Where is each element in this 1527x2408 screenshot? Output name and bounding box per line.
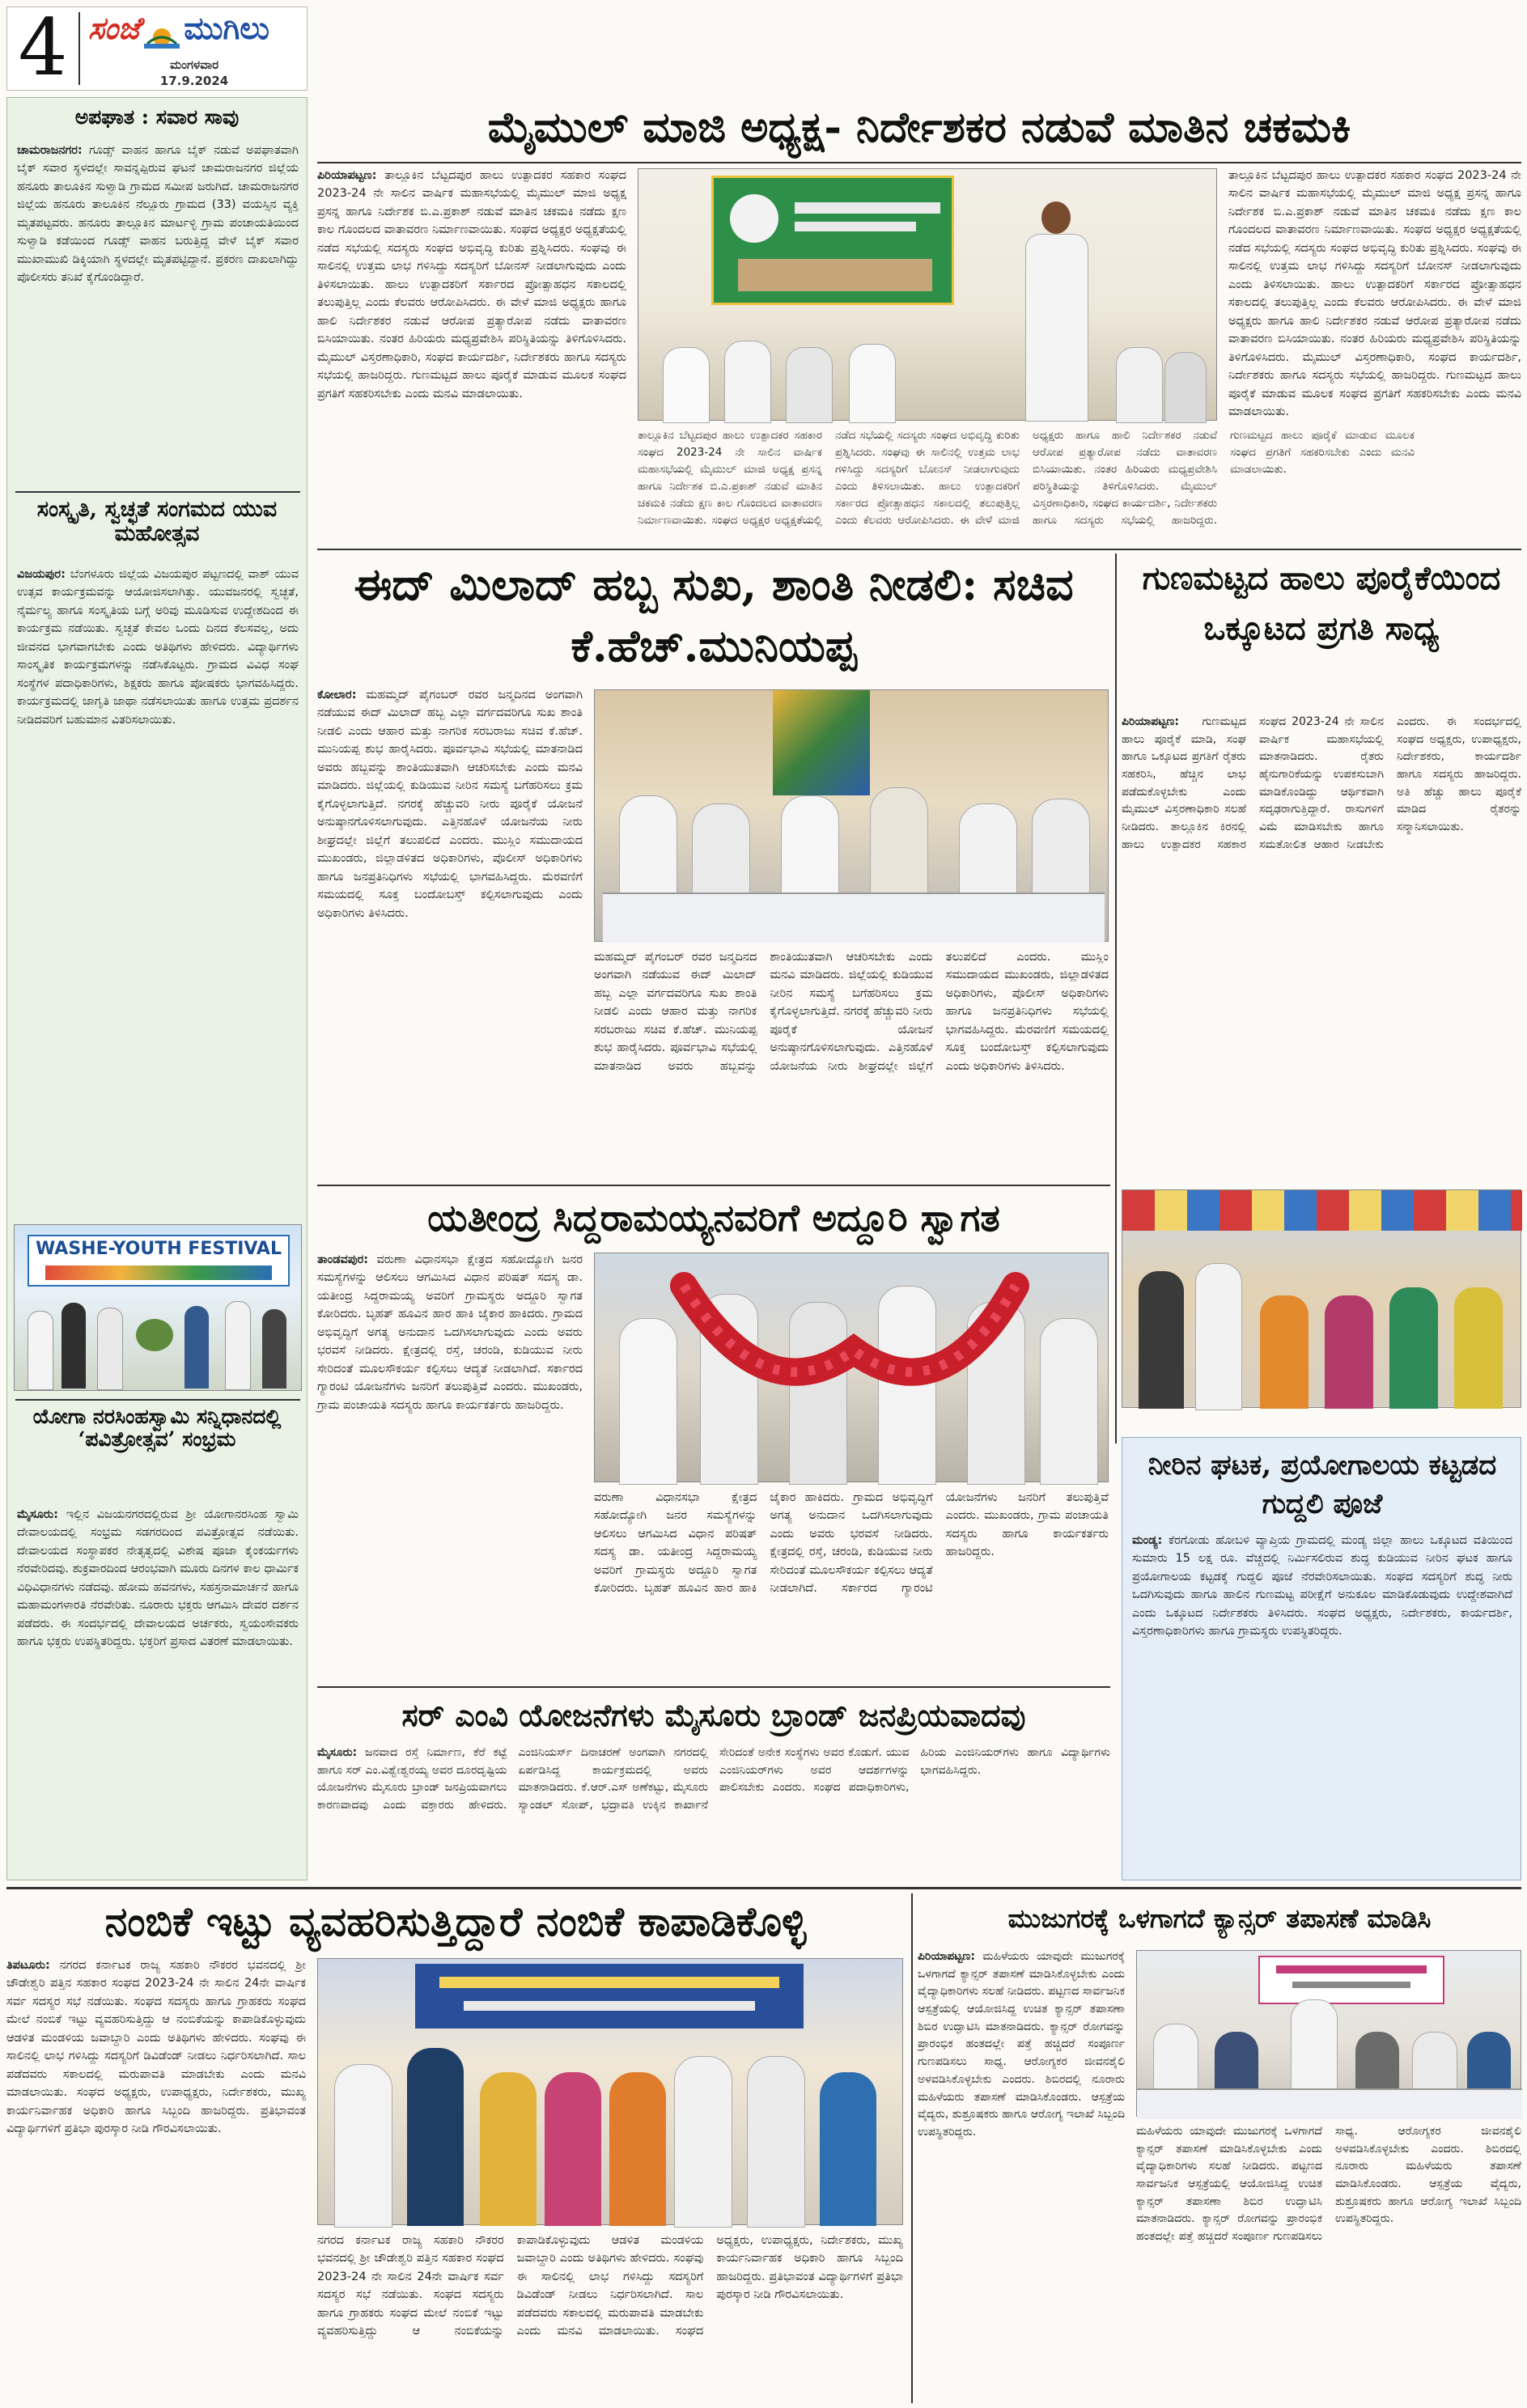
lead-text-bottom: ತಾಲ್ಲೂಕಿನ ಬೆಟ್ಟದಪುರ ಹಾಲು ಉತ್ಪಾದಕರ ಸಹಕಾರ ಸಂಘದ 2023-24 ನೇ ಸಾಲಿನ ವಾರ್ಷಿಕ ಮಹಾಸಭೆಯಲ್ಲಿ ಮೈಮುಲ್ ಮಾಜಿ ಅಧ್ಯಕ್ಷ ಪ್ರಸನ್ನ ಹಾಗೂ ನಿರ್ದೇಶಕ ಬಿ.ಎ.ಪ್ರಕಾಶ್ ನಡುವೆ ಮಾತಿನ ಚಕಮಕಿ ನಡೆದು ಕ್ಷಣ ಕಾಲ ಗೊಂದಲದ ವಾತಾವರಣ ನಿರ್ಮಾಣವಾಯಿತು. ಸಂಘದ ಅಧ್ಯಕ್ಷರ ಅಧ್ಯಕ್ಷತೆಯಲ್ಲಿ ನಡೆದ ಸಭೆಯಲ್ಲಿ ಸದಸ್ಯರು ಸಂಘದ ಅಭಿವೃದ್ಧಿ ಕುರಿತು ಪ್ರಶ್ನಿಸಿದರು. ಸಂಘವು ಈ ಸಾಲಿನಲ್ಲಿ ಉತ್ತಮ ಲಾಭ ಗಳಿಸಿದ್ದು ಸದಸ್ಯರಿಗೆ ಬೋನಸ್ ನೀಡಲಾಗುವುದು ಎಂದು ತಿಳಿಸಲಾಯಿತು. ಹಾಲು ಉತ್ಪಾದಕರಿಗೆ ಸರ್ಕಾರದ ಪ್ರೋತ್ಸಾಹಧನ ಸಕಾಲದಲ್ಲಿ ತಲುಪುತ್ತಿಲ್ಲ ಎಂದು ಕೆಲವರು ಆರೋಪಿಸಿದರು. ಈ ವೇಳೆ ಮಾಜಿ ಅಧ್ಯಕ್ಷರು ಹಾಗೂ ಹಾಲಿ ನಿರ್ದೇಶಕರ ನಡುವೆ ಆರೋಪ ಪ್ರತ್ಯಾರೋಪ ನಡೆದು ವಾತಾವರಣ ಬಿಸಿಯಾಯಿತು. ನಂತರ ಹಿರಿಯರು ಮಧ್ಯಪ್ರವೇಶಿಸಿ ಪರಿಸ್ಥಿತಿಯನ್ನು ತಿಳಿಗೊಳಿಸಿದರು. ಮೈಮುಲ್ ವಿಸ್ತರಣಾಧಿಕಾರಿ, ಸಂಘದ ಕಾರ್ಯದರ್ಶಿ, ನಿರ್ದೇಶಕರು ಹಾಗೂ ಸದಸ್ಯರು ಸಭೆಯಲ್ಲಿ ಹಾಜರಿದ್ದರು. ಗುಣಮಟ್ಟದ ಹಾಲು ಪೂರೈಕೆ ಮಾಡುವ ಮೂಲಕ ಸಂಘದ ಪ್ರಗತಿಗೆ ಸಹಕರಿಸಬೇಕು ಎಂದು ಮನವಿ ಮಾಡಲಾಯಿತು. bbox=[638, 429, 1415, 527]
trust-col-left bbox=[6, 1956, 306, 2402]
trust-headline: ನಂಬಿಕೆ ಇಟ್ಟು ವ್ಯವಹರಿಸುತ್ತಿದ್ದಾರೆ ನಂಬಿಕೆ ಕಾಪಾಡಿಕೊಳ್ಳಿ bbox=[104, 1897, 807, 1945]
divider bbox=[317, 1185, 1110, 1186]
eid-text: ಮಹಮ್ಮದ್ ಪೈಗಂಬರ್ ರವರ ಜನ್ಮದಿನದ ಅಂಗವಾಗಿ ನಡೆಯುವ ಈದ್ ಮಿಲಾದ್ ಹಬ್ಬ ಎಲ್ಲಾ ವರ್ಗದವರಿಗೂ ಸುಖ ಶಾಂತಿ ನೀಡಲಿ ಎಂದು ಆಹಾರ ಮತ್ತು ನಾಗರಿಕ ಸರಬರಾಜು ಸಚಿವ ಕೆ.ಹೆಚ್. ಮುನಿಯಪ್ಪ ಶುಭ ಹಾರೈಸಿದರು. ಪೂರ್ವಭಾವಿ ಸಭೆಯಲ್ಲಿ ಮಾತನಾಡಿದ ಅವರು ಹಬ್ಬವನ್ನು ಶಾಂತಿಯುತವಾಗಿ ಆಚರಿಸಬೇಕು ಎಂದು ಮನವಿ ಮಾಡಿದರು. ಜಿಲ್ಲೆಯಲ್ಲಿ ಕುಡಿಯುವ ನೀರಿನ ಸಮಸ್ಯೆ ಬಗೆಹರಿಸಲು ಕ್ರಮ ಕೈಗೊಳ್ಳಲಾಗುತ್ತಿದೆ. ನಗರಕ್ಕೆ ಹೆಚ್ಚುವರಿ ನೀರು ಪೂರೈಕೆ ಯೋಜನೆ ಅನುಷ್ಠಾನಗೊಳಿಸಲಾಗುವುದು. ಎತ್ತಿನಹೊಳೆ ಯೋಜನೆಯ ನೀರು ಶೀಘ್ರದಲ್ಲೇ ಜಿಲ್ಲೆಗೆ ತಲುಪಲಿದೆ ಎಂದರು. ಮುಸ್ಲಿಂ ಸಮುದಾಯದ ಮುಖಂಡರು, ಜಿಲ್ಲಾಡಳಿತದ ಅಧಿಕಾರಿಗಳು, ಪೊಲೀಸ್ ಅಧಿಕಾರಿಗಳು ಹಾಗೂ ಜನಪ್ರತಿನಿಧಿಗಳು ಸಭೆಯಲ್ಲಿ ಭಾಗವಹಿಸಿದ್ದರು. ಮೆರವಣಿಗೆ ಸಮಯದಲ್ಲಿ ಸೂಕ್ತ ಬಂದೋಬಸ್ತ್ ಕಲ್ಪಿಸಲಾಗುವುದು ಎಂದು ಅಧಿಕಾರಿಗಳು ತಿಳಿಸಿದರು. bbox=[317, 689, 583, 920]
health-banner bbox=[1258, 1956, 1444, 2004]
water-dateline: ಮಂಡ್ಯ: bbox=[1132, 1534, 1163, 1547]
lead-col-right bbox=[1228, 167, 1521, 544]
seated-dignitaries bbox=[603, 779, 1105, 941]
seated-guests bbox=[647, 328, 1213, 422]
yoga-narasimha-dateline: ಮೈಸೂರು: bbox=[17, 1508, 58, 1521]
youth-festival-photo bbox=[14, 1224, 302, 1391]
cancer-event-people bbox=[1137, 1999, 1522, 2118]
cancer-col-left bbox=[918, 1948, 1125, 2402]
milk-headline: ಗುಣಮಟ್ಟದ ಹಾಲು ಪೂರೈಕೆಯಿಂದ ಒಕ್ಕೂಟದ ಪ್ರಗತಿ ಸಾಧ್ಯ bbox=[1142, 559, 1501, 647]
youth-festival-text: ಬೆಂಗಳೂರು ಜಿಲ್ಲೆಯ ವಿಜಯಪುರ ಪಟ್ಟಣದಲ್ಲಿ ವಾಶ್ ಯುವ ಉತ್ಸವ ಕಾರ್ಯಕ್ರಮವನ್ನು ಆಯೋಜಿಸಲಾಗಿತ್ತು. ಯುವಜನರಲ್ಲಿ ಸ್ವಚ್ಛತೆ, ನೈರ್ಮಲ್ಯ ಹಾಗೂ ಸಂಸ್ಕೃತಿಯ ಬಗ್ಗೆ ಅರಿವು ಮೂಡಿಸುವ ಉದ್ದೇಶದಿಂದ ಈ ಕಾರ್ಯಕ್ರಮ ನಡೆಯಿತು. ಸ್ವಚ್ಛತೆ ಕೇವಲ ಒಂದು ದಿನದ ಕೆಲಸವಲ್ಲ, ಅದು ಜೀವನದ ಭಾಗವಾಗಬೇಕು ಎಂದು ಅತಿಥಿಗಳು ಹೇಳಿದರು. ವಿದ್ಯಾರ್ಥಿಗಳು ಸಾಂಸ್ಕೃತಿಕ ಕಾರ್ಯಕ್ರಮಗಳನ್ನು ನಡೆಸಿಕೊಟ್ಟರು. ಗ್ರಾಮದ ವಿವಿಧ ಸಂಘ ಸಂಸ್ಥೆಗಳ ಪದಾಧಿಕಾರಿಗಳು, ಶಿಕ್ಷಕರು ಹಾಗೂ ಪೋಷಕರು ಭಾಗವಹಿಸಿದ್ದರು. ಕಾರ್ಯಕ್ರಮದಲ್ಲಿ ಜಾಗೃತಿ ಜಾಥಾ ನಡೆಸಲಾಯಿತು ಹಾಗೂ ಉತ್ತಮ ಪ್ರದರ್ಶನ ನೀಡಿದವರಿಗೆ ಬಹುಮಾನ ವಿತರಿಸಲಾಯಿತು. bbox=[17, 568, 299, 727]
cancer-photo bbox=[1136, 1950, 1521, 2117]
lead-text: ತಾಲ್ಲೂಕಿನ ಬೆಟ್ಟದಪುರ ಹಾಲು ಉತ್ಪಾದಕರ ಸಹಕಾರ ಸಂಘದ 2023-24 ನೇ ಸಾಲಿನ ವಾರ್ಷಿಕ ಮಹಾಸಭೆಯಲ್ಲಿ ಮೈಮುಲ್ ಮಾಜಿ ಅಧ್ಯಕ್ಷ ಪ್ರಸನ್ನ ಹಾಗೂ ನಿರ್ದೇಶಕ ಬಿ.ಎ.ಪ್ರಕಾಶ್ ನಡುವೆ ಮಾತಿನ ಚಕಮಕಿ ನಡೆದು ಕ್ಷಣ ಕಾಲ ಗೊಂದಲದ ವಾತಾವರಣ ನಿರ್ಮಾಣವಾಯಿತು. ಸಂಘದ ಅಧ್ಯಕ್ಷರ ಅಧ್ಯಕ್ಷತೆಯಲ್ಲಿ ನಡೆದ ಸಭೆಯಲ್ಲಿ ಸದಸ್ಯರು ಸಂಘದ ಅಭಿವೃದ್ಧಿ ಕುರಿತು ಪ್ರಶ್ನಿಸಿದರು. ಸಂಘವು ಈ ಸಾಲಿನಲ್ಲಿ ಉತ್ತಮ ಲಾಭ ಗಳಿಸಿದ್ದು ಸದಸ್ಯರಿಗೆ ಬೋನಸ್ ನೀಡಲಾಗುವುದು ಎಂದು ತಿಳಿಸಲಾಯಿತು. ಹಾಲು ಉತ್ಪಾದಕರಿಗೆ ಸರ್ಕಾರದ ಪ್ರೋತ್ಸಾಹಧನ ಸಕಾಲದಲ್ಲಿ ತಲುಪುತ್ತಿಲ್ಲ ಎಂದು ಕೆಲವರು ಆರೋಪಿಸಿದರು. ಈ ವೇಳೆ ಮಾಜಿ ಅಧ್ಯಕ್ಷರು ಹಾಗೂ ಹಾಲಿ ನಿರ್ದೇಶಕರ ನಡುವೆ ಆರೋಪ ಪ್ರತ್ಯಾರೋಪ ನಡೆದು ವಾತಾವರಣ ಬಿಸಿಯಾಯಿತು. ನಂತರ ಹಿರಿಯರು ಮಧ್ಯಪ್ರವೇಶಿಸಿ ಪರಿಸ್ಥಿತಿಯನ್ನು ತಿಳಿಗೊಳಿಸಿದರು. ಮೈಮುಲ್ ವಿಸ್ತರಣಾಧಿಕಾರಿ, ಸಂಘದ ಕಾರ್ಯದರ್ಶಿ, ನಿರ್ದೇಶಕರು ಹಾಗೂ ಸದಸ್ಯರು ಸಭೆಯಲ್ಲಿ ಹಾಜರಿದ್ದರು. ಗುಣಮಟ್ಟದ ಹಾಲು ಪೂರೈಕೆ ಮಾಡುವ ಮೂಲಕ ಸಂಘದ ಪ್ರಗತಿಗೆ ಸಹಕರಿಸಬೇಕು ಎಂದು ಮನವಿ ಮಾಡಲಾಯಿತು. bbox=[317, 169, 626, 401]
youth-festival-body bbox=[17, 566, 299, 1326]
mvi-body bbox=[317, 1745, 1110, 1879]
brand-second: ಮುಗಿಲು bbox=[184, 11, 269, 46]
left-column bbox=[6, 97, 308, 1880]
eid-headline: ಈದ್ ಮಿಲಾದ್ ಹಬ್ಬ ಸುಖ, ಶಾಂತಿ ನೀಡಲಿ: ಸಚಿವ ಕೆ.ಹೆಚ್.ಮುನಿಯಪ್ಪ bbox=[354, 558, 1074, 672]
mvi-text: ಜನವಾದ ರಸ್ತೆ ನಿರ್ಮಾಣ, ಕೆರೆ ಕಟ್ಟೆ ಹಾಗೂ ಸರ್ ಎಂ.ವಿಶ್ವೇಶ್ವರಯ್ಯ ಅವರ ದೂರದೃಷ್ಟಿಯ ಯೋಜನೆಗಳು ಮೈಸೂರು ಬ್ರಾಂಡ್ ಜನಪ್ರಿಯವಾಗಲು ಕಾರಣವಾದವು ಎಂದು ವಕ್ತಾರರು ಹೇಳಿದರು. ಎಂಜಿನಿಯರ್ಸ್ ದಿನಾಚರಣೆ ಅಂಗವಾಗಿ ನಗರದಲ್ಲಿ ಏರ್ಪಡಿಸಿದ್ದ ಕಾರ್ಯಕ್ರಮದಲ್ಲಿ ಅವರು ಮಾತನಾಡಿದರು. ಕೆ.ಆರ್.ಎಸ್ ಅಣೆಕಟ್ಟು, ಮೈಸೂರು ಸ್ಯಾಂಡಲ್ ಸೋಪ್, ಭದ್ರಾವತಿ ಉಕ್ಕಿನ ಕಾರ್ಖಾನೆ ಸೇರಿದಂತೆ ಅನೇಕ ಸಂಸ್ಥೆಗಳು ಅವರ ಕೊಡುಗೆ. ಯುವ ಎಂಜಿನಿಯರ್‌ಗಳು ಅವರ ಆದರ್ಶಗಳನ್ನು ಪಾಲಿಸಬೇಕು ಎಂದರು. ಸಂಘದ ಪದಾಧಿಕಾರಿಗಳು, ಹಿರಿಯ ಎಂಜಿನಿಯರ್‌ಗಳು ಹಾಗೂ ವಿದ್ಯಾರ್ಥಿಗಳು ಭಾಗವಹಿಸಿದ್ದರು. bbox=[317, 1746, 1110, 1812]
lead-headline: ಮೈಮುಲ್ ಮಾಜಿ ಅಧ್ಯಕ್ಷ- ನಿರ್ದೇಶಕರ ನಡುವೆ ಮಾತಿನ ಚಕಮಕಿ bbox=[487, 103, 1351, 152]
people-figures bbox=[23, 1295, 295, 1390]
cancer-col-bottom bbox=[1136, 2123, 1521, 2402]
garland-icon bbox=[595, 1253, 1109, 1483]
accident-body bbox=[17, 142, 299, 486]
trust-col-bottom bbox=[317, 2232, 903, 2402]
water-headline: ನೀರಿನ ಘಟಕ, ಪ್ರಯೋಗಾಲಯ ಕಟ್ಟಡದ ಗುದ್ದಲಿ ಪೂಜೆ bbox=[1147, 1449, 1497, 1520]
accident-dateline: ಚಾಮರಾಜನಗರ: bbox=[17, 144, 83, 157]
yathindra-col-left bbox=[317, 1251, 583, 1680]
trust-text: ನಗರದ ಕರ್ನಾಟಕ ರಾಜ್ಯ ಸಹಕಾರಿ ನೌಕರರ ಭವನದಲ್ಲಿ ಶ್ರೀ ಚೌಡೇಶ್ವರಿ ಪತ್ತಿನ ಸಹಕಾರ ಸಂಘದ 2023-24 ನೇ ಸಾಲಿನ 24ನೇ ವಾರ್ಷಿಕ ಸರ್ವ ಸದಸ್ಯರ ಸಭೆ ನಡೆಯಿತು. ಸಂಘದ ಸದಸ್ಯರು ಹಾಗೂ ಗ್ರಾಹಕರು ಸಂಘದ ಮೇಲೆ ನಂಬಿಕೆ ಇಟ್ಟು ವ್ಯವಹರಿಸುತ್ತಿದ್ದು ಆ ನಂಬಿಕೆಯನ್ನು ಕಾಪಾಡಿಕೊಳ್ಳುವುದು ಆಡಳಿತ ಮಂಡಳಿಯ ಜವಾಬ್ದಾರಿ ಎಂದು ಅತಿಥಿಗಳು ಹೇಳಿದರು. ಸಂಘವು ಈ ಸಾಲಿನಲ್ಲಿ ಲಾಭ ಗಳಿಸಿದ್ದು ಸದಸ್ಯರಿಗೆ ಡಿವಿಡೆಂಡ್ ನೀಡಲು ನಿರ್ಧರಿಸಲಾಗಿದೆ. ಸಾಲ ಪಡೆದವರು ಸಕಾಲದಲ್ಲಿ ಮರುಪಾವತಿ ಮಾಡಬೇಕು ಎಂದು ಮನವಿ ಮಾಡಲಾಯಿತು. ಸಂಘದ ಅಧ್ಯಕ್ಷರು, ಉಪಾಧ್ಯಕ್ಷರು, ನಿರ್ದೇಶಕರು, ಮುಖ್ಯ ಕಾರ್ಯನಿರ್ವಾಹಕ ಅಧಿಕಾರಿ ಹಾಗೂ ಸಿಬ್ಬಂದಿ ಹಾಜರಿದ್ದರು. ಪ್ರತಿಭಾವಂತ ವಿದ್ಯಾರ್ಥಿಗಳಿಗೆ ಪ್ರತಿಭಾ ಪುರಸ್ಕಾರ ನೀಡಿ ಗೌರವಿಸಲಾಯಿತು. bbox=[6, 1959, 306, 2136]
mvi-dateline: ಮೈಸೂರು: bbox=[317, 1746, 358, 1759]
lead-col-bottom bbox=[638, 427, 1415, 544]
yathindra-col-bottom bbox=[594, 1489, 1109, 1680]
water-story-box bbox=[1122, 1437, 1521, 1880]
yathindra-dateline: ತಾಂಡವಪುರ: bbox=[317, 1253, 369, 1266]
trust-dateline: ತಿಪಟೂರು: bbox=[6, 1959, 50, 1972]
water-text: ಕೆರಗೋಡು ಹೋಬಳಿ ವ್ಯಾಪ್ತಿಯ ಗ್ರಾಮದಲ್ಲಿ ಮಂಡ್ಯ ಜಿಲ್ಲಾ ಹಾಲು ಒಕ್ಕೂಟದ ವತಿಯಿಂದ ಸುಮಾರು 15 ಲಕ್ಷ ರೂ. ವೆಚ್ಚದಲ್ಲಿ ನಿರ್ಮಿಸಲಿರುವ ಶುದ್ಧ ಕುಡಿಯುವ ನೀರಿನ ಘಟಕ ಹಾಗೂ ಪ್ರಯೋಗಾಲಯ ಕಟ್ಟಡಕ್ಕೆ ಗುದ್ದಲಿ ಪೂಜೆ ನೆರವೇರಿಸಲಾಯಿತು. ಸಂಘದ ಸದಸ್ಯರಿಗೆ ಶುದ್ಧ ನೀರು ಒದಗಿಸುವುದು ಹಾಗೂ ಹಾಲಿನ ಗುಣಮಟ್ಟ ಪರೀಕ್ಷೆಗೆ ಅನುಕೂಲ ಮಾಡಿಕೊಡುವುದು ಉದ್ದೇಶವಾಗಿದೆ ಎಂದು ಒಕ್ಕೂಟದ ನಿರ್ದೇಶಕರು ತಿಳಿಸಿದರು. ಸಂಘದ ಅಧ್ಯಕ್ಷರು, ನಿರ್ದೇಶಕರು, ಕಾರ್ಯದರ್ಶಿ, ವಿಸ್ತರಣಾಧಿಕಾರಿಗಳು ಹಾಗೂ ಗ್ರಾಮಸ್ಥರು ಉಪಸ್ಥಿತರಿದ್ದರು. bbox=[1132, 1534, 1512, 1639]
page-number: 4 bbox=[18, 2, 68, 93]
yathindra-text-continued: ವರುಣಾ ವಿಧಾನಸಭಾ ಕ್ಷೇತ್ರದ ಸಹೋದ್ಯೋಗಿ ಜನರ ಸಮಸ್ಯೆಗಳನ್ನು ಆಲಿಸಲು ಆಗಮಿಸಿದ ವಿಧಾನ ಪರಿಷತ್ ಸದಸ್ಯ ಡಾ. ಯತೀಂದ್ರ ಸಿದ್ದರಾಮಯ್ಯ ಅವರಿಗೆ ಗ್ರಾಮಸ್ಥರು ಅದ್ದೂರಿ ಸ್ವಾಗತ ಕೋರಿದರು. ಬೃಹತ್ ಹೂವಿನ ಹಾರ ಹಾಕಿ ಜೈಕಾರ ಹಾಕಿದರು. ಗ್ರಾಮದ ಅಭಿವೃದ್ಧಿಗೆ ಅಗತ್ಯ ಅನುದಾನ ಒದಗಿಸಲಾಗುವುದು ಎಂದು ಅವರು ಭರವಸೆ ನೀಡಿದರು. ಕ್ಷೇತ್ರದಲ್ಲಿ ರಸ್ತೆ, ಚರಂಡಿ, ಕುಡಿಯುವ ನೀರು ಸೇರಿದಂತೆ ಮೂಲಸೌಕರ್ಯ ಕಲ್ಪಿಸಲು ಆದ್ಯತೆ ನೀಡಲಾಗಿದೆ. ಸರ್ಕಾರದ ಗ್ಯಾರಂಟಿ ಯೋಜನೆಗಳು ಜನರಿಗೆ ತಲುಪುತ್ತಿವೆ ಎಂದರು. ಮುಖಂಡರು, ಗ್ರಾಮ ಪಂಚಾಯತಿ ಸದಸ್ಯರು ಹಾಗೂ ಕಾರ್ಯಕರ್ತರು ಹಾಜರಿದ್ದರು. bbox=[594, 1491, 1109, 1596]
yathindra-text: ವರುಣಾ ವಿಧಾನಸಭಾ ಕ್ಷೇತ್ರದ ಸಹೋದ್ಯೋಗಿ ಜನರ ಸಮಸ್ಯೆಗಳನ್ನು ಆಲಿಸಲು ಆಗಮಿಸಿದ ವಿಧಾನ ಪರಿಷತ್ ಸದಸ್ಯ ಡಾ. ಯತೀಂದ್ರ ಸಿದ್ದರಾಮಯ್ಯ ಅವರಿಗೆ ಗ್ರಾಮಸ್ಥರು ಅದ್ದೂರಿ ಸ್ವಾಗತ ಕೋರಿದರು. ಬೃಹತ್ ಹೂವಿನ ಹಾರ ಹಾಕಿ ಜೈಕಾರ ಹಾಕಿದರು. ಗ್ರಾಮದ ಅಭಿವೃದ್ಧಿಗೆ ಅಗತ್ಯ ಅನುದಾನ ಒದಗಿಸಲಾಗುವುದು ಎಂದು ಅವರು ಭರವಸೆ ನೀಡಿದರು. ಕ್ಷೇತ್ರದಲ್ಲಿ ರಸ್ತೆ, ಚರಂಡಿ, ಕುಡಿಯುವ ನೀರು ಸೇರಿದಂತೆ ಮೂಲಸೌಕರ್ಯ ಕಲ್ಪಿಸಲು ಆದ್ಯತೆ ನೀಡಲಾಗಿದೆ. ಸರ್ಕಾರದ ಗ್ಯಾರಂಟಿ ಯೋಜನೆಗಳು ಜನರಿಗೆ ತಲುಪುತ್ತಿವೆ ಎಂದರು. ಮುಖಂಡರು, ಗ್ರಾಮ ಪಂಚಾಯತಿ ಸದಸ್ಯರು ಹಾಗೂ ಕಾರ್ಯಕರ್ತರು ಹಾಜರಿದ್ದರು. bbox=[317, 1253, 583, 1412]
cancer-text-continued: ಮಹಿಳೆಯರು ಯಾವುದೇ ಮುಜುಗರಕ್ಕೆ ಒಳಗಾಗದೆ ಕ್ಯಾನ್ಸರ್ ತಪಾಸಣೆ ಮಾಡಿಸಿಕೊಳ್ಳಬೇಕು ಎಂದು ವೈದ್ಯಾಧಿಕಾರಿಗಳು ಸಲಹೆ ನೀಡಿದರು. ಪಟ್ಟಣದ ಸಾರ್ವಜನಿಕ ಆಸ್ಪತ್ರೆಯಲ್ಲಿ ಆಯೋಜಿಸಿದ್ದ ಉಚಿತ ಕ್ಯಾನ್ಸರ್ ತಪಾಸಣಾ ಶಿಬಿರ ಉದ್ಘಾಟಿಸಿ ಮಾತನಾಡಿದರು. ಕ್ಯಾನ್ಸರ್ ರೋಗವನ್ನು ಪ್ರಾರಂಭಿಕ ಹಂತದಲ್ಲೇ ಪತ್ತೆ ಹಚ್ಚಿದರೆ ಸಂಪೂರ್ಣ ಗುಣಪಡಿಸಲು ಸಾಧ್ಯ. ಆರೋಗ್ಯಕರ ಜೀವನಶೈಲಿ ಅಳವಡಿಸಿಕೊಳ್ಳಬೇಕು ಎಂದರು. ಶಿಬಿರದಲ್ಲಿ ನೂರಾರು ಮಹಿಳೆಯರು ತಪಾಸಣೆ ಮಾಡಿಸಿಕೊಂಡರು. ಆಸ್ಪತ್ರೆಯ ವೈದ್ಯರು, ಶುಶ್ರೂಷಕರು ಹಾಗೂ ಆರೋಗ್ಯ ಇಲಾಖೆ ಸಿಬ್ಬಂದಿ ಉಪಸ್ಥಿತರಿದ್ದರು. bbox=[1136, 2125, 1521, 2244]
divider bbox=[15, 1399, 300, 1401]
eid-photo bbox=[594, 689, 1109, 942]
yathindra-photo bbox=[594, 1253, 1109, 1482]
divider bbox=[911, 1893, 913, 2403]
eid-col-left bbox=[317, 686, 583, 1180]
accident-headline: ಅಪಘಾತ : ಸವಾರ ಸಾವು bbox=[74, 105, 240, 129]
youth-festival-headline: ಸಂಸ್ಕೃತಿ, ಸ್ವಚ್ಛತೆ ಸಂಗಮದ ಯುವ ಮಹೋತ್ಸವ bbox=[36, 497, 278, 547]
milk-photo bbox=[1122, 1189, 1521, 1408]
trust-photo bbox=[317, 1958, 903, 2225]
lead-photo bbox=[638, 168, 1217, 421]
divider bbox=[15, 491, 300, 493]
festival-banner-text: WASHE-YOUTH FESTIVAL bbox=[36, 1239, 282, 1259]
festival-banner bbox=[28, 1235, 290, 1287]
eid-col-bottom bbox=[594, 948, 1109, 1180]
milk-dateline: ಪಿರಿಯಾಪಟ್ಟಣ: bbox=[1122, 715, 1179, 728]
cancer-headline: ಮುಜುಗರಕ್ಕೆ ಒಳಗಾಗದೆ ಕ್ಯಾನ್ಸರ್ ತಪಾಸಣೆ ಮಾಡಿಸಿ bbox=[1007, 1903, 1432, 1934]
milk-body bbox=[1122, 714, 1521, 1183]
eid-text-continued: ಮಹಮ್ಮದ್ ಪೈಗಂಬರ್ ರವರ ಜನ್ಮದಿನದ ಅಂಗವಾಗಿ ನಡೆಯುವ ಈದ್ ಮಿಲಾದ್ ಹಬ್ಬ ಎಲ್ಲಾ ವರ್ಗದವರಿಗೂ ಸುಖ ಶಾಂತಿ ನೀಡಲಿ ಎಂದು ಆಹಾರ ಮತ್ತು ನಾಗರಿಕ ಸರಬರಾಜು ಸಚಿವ ಕೆ.ಹೆಚ್. ಮುನಿಯಪ್ಪ ಶುಭ ಹಾರೈಸಿದರು. ಪೂರ್ವಭಾವಿ ಸಭೆಯಲ್ಲಿ ಮಾತನಾಡಿದ ಅವರು ಹಬ್ಬವನ್ನು ಶಾಂತಿಯುತವಾಗಿ ಆಚರಿಸಬೇಕು ಎಂದು ಮನವಿ ಮಾಡಿದರು. ಜಿಲ್ಲೆಯಲ್ಲಿ ಕುಡಿಯುವ ನೀರಿನ ಸಮಸ್ಯೆ ಬಗೆಹರಿಸಲು ಕ್ರಮ ಕೈಗೊಳ್ಳಲಾಗುತ್ತಿದೆ. ನಗರಕ್ಕೆ ಹೆಚ್ಚುವರಿ ನೀರು ಪೂರೈಕೆ ಯೋಜನೆ ಅನುಷ್ಠಾನಗೊಳಿಸಲಾಗುವುದು. ಎತ್ತಿನಹೊಳೆ ಯೋಜನೆಯ ನೀರು ಶೀಘ್ರದಲ್ಲೇ ಜಿಲ್ಲೆಗೆ ತಲುಪಲಿದೆ ಎಂದರು. ಮುಸ್ಲಿಂ ಸಮುದಾಯದ ಮುಖಂಡರು, ಜಿಲ್ಲಾಡಳಿತದ ಅಧಿಕಾರಿಗಳು, ಪೊಲೀಸ್ ಅಧಿಕಾರಿಗಳು ಹಾಗೂ ಜನಪ್ರತಿನಿಧಿಗಳು ಸಭೆಯಲ್ಲಿ ಭಾಗವಹಿಸಿದ್ದರು. ಮೆರವಣಿಗೆ ಸಮಯದಲ್ಲಿ ಸೂಕ್ತ ಬಂದೋಬಸ್ತ್ ಕಲ್ಪಿಸಲಾಗುವುದು ಎಂದು ಅಧಿಕಾರಿಗಳು ತಿಳಿಸಿದರು. bbox=[594, 951, 1109, 1073]
hall-banner bbox=[415, 1964, 804, 2029]
cancer-text: ಮಹಿಳೆಯರು ಯಾವುದೇ ಮುಜುಗರಕ್ಕೆ ಒಳಗಾಗದೆ ಕ್ಯಾನ್ಸರ್ ತಪಾಸಣೆ ಮಾಡಿಸಿಕೊಳ್ಳಬೇಕು ಎಂದು ವೈದ್ಯಾಧಿಕಾರಿಗಳು ಸಲಹೆ ನೀಡಿದರು. ಪಟ್ಟಣದ ಸಾರ್ವಜನಿಕ ಆಸ್ಪತ್ರೆಯಲ್ಲಿ ಆಯೋಜಿಸಿದ್ದ ಉಚಿತ ಕ್ಯಾನ್ಸರ್ ತಪಾಸಣಾ ಶಿಬಿರ ಉದ್ಘಾಟಿಸಿ ಮಾತನಾಡಿದರು. ಕ್ಯಾನ್ಸರ್ ರೋಗವನ್ನು ಪ್ರಾರಂಭಿಕ ಹಂತದಲ್ಲೇ ಪತ್ತೆ ಹಚ್ಚಿದರೆ ಸಂಪೂರ್ಣ ಗುಣಪಡಿಸಲು ಸಾಧ್ಯ. ಆರೋಗ್ಯಕರ ಜೀವನಶೈಲಿ ಅಳವಡಿಸಿಕೊಳ್ಳಬೇಕು ಎಂದರು. ಶಿಬಿರದಲ್ಲಿ ನೂರಾರು ಮಹಿಳೆಯರು ತಪಾಸಣೆ ಮಾಡಿಸಿಕೊಂಡರು. ಆಸ್ಪತ್ರೆಯ ವೈದ್ಯರು, ಶುಶ್ರೂಷಕರು ಹಾಗೂ ಆರೋಗ್ಯ ಇಲಾಖೆ ಸಿಬ್ಬಂದಿ ಉಪಸ್ಥಿತರಿದ್ದರು. bbox=[918, 1950, 1126, 2139]
sun-icon bbox=[144, 19, 180, 52]
divider bbox=[317, 549, 1521, 550]
yoga-narasimha-body bbox=[17, 1506, 299, 1875]
milk-event-people bbox=[1130, 1247, 1514, 1409]
yathindra-headline: ಯತೀಂದ್ರ ಸಿದ್ದರಾಮಯ್ಯನವರಿಗೆ ಅದ್ದೂರಿ ಸ್ವಾಗತ bbox=[427, 1196, 1000, 1240]
lead-col-left bbox=[317, 167, 626, 544]
stage-banner bbox=[711, 176, 954, 305]
trust-text-continued: ನಗರದ ಕರ್ನಾಟಕ ರಾಜ್ಯ ಸಹಕಾರಿ ನೌಕರರ ಭವನದಲ್ಲಿ ಶ್ರೀ ಚೌಡೇಶ್ವರಿ ಪತ್ತಿನ ಸಹಕಾರ ಸಂಘದ 2023-24 ನೇ ಸಾಲಿನ 24ನೇ ವಾರ್ಷಿಕ ಸರ್ವ ಸದಸ್ಯರ ಸಭೆ ನಡೆಯಿತು. ಸಂಘದ ಸದಸ್ಯರು ಹಾಗೂ ಗ್ರಾಹಕರು ಸಂಘದ ಮೇಲೆ ನಂಬಿಕೆ ಇಟ್ಟು ವ್ಯವಹರಿಸುತ್ತಿದ್ದು ಆ ನಂಬಿಕೆಯನ್ನು ಕಾಪಾಡಿಕೊಳ್ಳುವುದು ಆಡಳಿತ ಮಂಡಳಿಯ ಜವಾಬ್ದಾರಿ ಎಂದು ಅತಿಥಿಗಳು ಹೇಳಿದರು. ಸಂಘವು ಈ ಸಾಲಿನಲ್ಲಿ ಲಾಭ ಗಳಿಸಿದ್ದು ಸದಸ್ಯರಿಗೆ ಡಿವಿಡೆಂಡ್ ನೀಡಲು ನಿರ್ಧರಿಸಲಾಗಿದೆ. ಸಾಲ ಪಡೆದವರು ಸಕಾಲದಲ್ಲಿ ಮರುಪಾವತಿ ಮಾಡಬೇಕು ಎಂದು ಮನವಿ ಮಾಡಲಾಯಿತು. ಸಂಘದ ಅಧ್ಯಕ್ಷರು, ಉಪಾಧ್ಯಕ್ಷರು, ನಿರ್ದೇಶಕರು, ಮುಖ್ಯ ಕಾರ್ಯನಿರ್ವಾಹಕ ಅಧಿಕಾರಿ ಹಾಗೂ ಸಿಬ್ಬಂದಿ ಹಾಜರಿದ್ದರು. ಪ್ರತಿಭಾವಂತ ವಿದ್ಯಾರ್ಥಿಗಳಿಗೆ ಪ್ರತಿಭಾ ಪುರಸ್ಕಾರ ನೀಡಿ ಗೌರವಿಸಲಾಯಿತು. bbox=[317, 2234, 903, 2338]
divider bbox=[317, 1686, 1110, 1688]
divider bbox=[317, 162, 1521, 163]
divider bbox=[1115, 553, 1117, 1444]
accident-text: ಗೂಡ್ಸ್ ವಾಹನ ಹಾಗೂ ಬೈಕ್ ನಡುವೆ ಅಪಘಾತವಾಗಿ ಬೈಕ್ ಸವಾರ ಸ್ಥಳದಲ್ಲೇ ಸಾವನ್ನಪ್ಪಿರುವ ಘಟನೆ ಚಾಮರಾಜನಗರ ಜಿಲ್ಲೆಯ ಹನೂರು ತಾಲೂಕಿನ ಸುಳ್ವಾಡಿ ಗ್ರಾಮದ ಸಮೀಪ ಜರುಗಿದೆ. ಚಾಮರಾಜನಗರ ಜಿಲ್ಲೆಯ ಹನೂರು ತಾಲೂಕಿನ ನೆಲ್ಲೂರು ಗ್ರಾಮದ (33) ವಯಸ್ಸಿನ ವ್ಯಕ್ತಿ ಮೃತಪಟ್ಟವರು. ಹನೂರು ತಾಲ್ಲೂಕಿನ ಮಾರ್ಟಳ್ಳಿ ಗ್ರಾಮ ಪಂಚಾಯತಿಯಿಂದ ಸುಳ್ವಾಡಿ ಕಡೆಯಿಂದ ಗೂಡ್ಸ್ ವಾಹನ ಬರುತ್ತಿದ್ದ ವೇಳೆ ಬೈಕ್ ಸವಾರ ಮುಖಾಮುಖಿ ಡಿಕ್ಕಿಯಾಗಿ ಸ್ಥಳದಲ್ಲೇ ಮೃತಪಟ್ಟಿದ್ದಾನೆ. ಪ್ರಕರಣ ದಾಖಲಾಗಿದ್ದು ಪೊಲೀಸರು ತನಿಖೆ ಕೈಗೊಂಡಿದ್ದಾರೆ. bbox=[17, 144, 299, 285]
yoga-narasimha-text: ಇಲ್ಲಿನ ವಿಜಯನಗರದಲ್ಲಿರುವ ಶ್ರೀ ಯೋಗಾನರಸಿಂಹ ಸ್ವಾಮಿ ದೇವಾಲಯದಲ್ಲಿ ಸಂಭ್ರಮ ಸಡಗರದಿಂದ ಪವಿತ್ರೋತ್ಸವ ನಡೆಯಿತು. ದೇವಾಲಯದ ಸಂಸ್ಥಾಪಕರ ನೇತೃತ್ವದಲ್ಲಿ ವಿಶೇಷ ಪೂಜಾ ಕೈಂಕರ್ಯಗಳು ನೆರವೇರಿದವು. ಶುಕ್ರವಾರದಿಂದ ಆರಂಭವಾಗಿ ಮೂರು ದಿನಗಳ ಕಾಲ ಧಾರ್ಮಿಕ ವಿಧಿವಿಧಾನಗಳು ನಡೆದವು. ಹೋಮ ಹವನಗಳು, ಸಹಸ್ರನಾಮಾರ್ಚನೆ ಹಾಗೂ ಮಹಾಮಂಗಳಾರತಿ ನೆರವೇರಿತು. ನೂರಾರು ಭಕ್ತರು ಆಗಮಿಸಿ ದೇವರ ದರ್ಶನ ಪಡೆದರು. ಈ ಸಂದರ್ಭದಲ್ಲಿ ದೇವಾಲಯದ ಅರ್ಚಕರು, ಸ್ವಯಂಸೇವಕರು ಹಾಗೂ ಭಕ್ತರು ಉಪಸ್ಥಿತರಿದ್ದರು. ಭಕ್ತರಿಗೆ ಪ್ರಸಾದ ವಿತರಣೆ ಮಾಡಲಾಯಿತು. bbox=[17, 1508, 299, 1649]
masthead-date: 17.9.2024 bbox=[159, 74, 229, 88]
tent-canopy bbox=[1122, 1190, 1522, 1231]
guests-row bbox=[326, 2032, 896, 2226]
masthead-weekday: ಮಂಗಳವಾರ bbox=[169, 57, 219, 72]
masthead bbox=[6, 2, 308, 93]
yoga-narasimha-headline: ಯೋಗಾ ನರಸಿಂಹಸ್ವಾಮಿ ಸನ್ನಿಧಾನದಲ್ಲಿ ‘ಪವಿತ್ರೋತ್ಸವ’ ಸಂಭ್ರಮ bbox=[32, 1405, 282, 1451]
brand-logo bbox=[88, 11, 300, 57]
lead-text-continued: ತಾಲ್ಲೂಕಿನ ಬೆಟ್ಟದಪುರ ಹಾಲು ಉತ್ಪಾದಕರ ಸಹಕಾರ ಸಂಘದ 2023-24 ನೇ ಸಾಲಿನ ವಾರ್ಷಿಕ ಮಹಾಸಭೆಯಲ್ಲಿ ಮೈಮುಲ್ ಮಾಜಿ ಅಧ್ಯಕ್ಷ ಪ್ರಸನ್ನ ಹಾಗೂ ನಿರ್ದೇಶಕ ಬಿ.ಎ.ಪ್ರಕಾಶ್ ನಡುವೆ ಮಾತಿನ ಚಕಮಕಿ ನಡೆದು ಕ್ಷಣ ಕಾಲ ಗೊಂದಲದ ವಾತಾವರಣ ನಿರ್ಮಾಣವಾಯಿತು. ಸಂಘದ ಅಧ್ಯಕ್ಷರ ಅಧ್ಯಕ್ಷತೆಯಲ್ಲಿ ನಡೆದ ಸಭೆಯಲ್ಲಿ ಸದಸ್ಯರು ಸಂಘದ ಅಭಿವೃದ್ಧಿ ಕುರಿತು ಪ್ರಶ್ನಿಸಿದರು. ಸಂಘವು ಈ ಸಾಲಿನಲ್ಲಿ ಉತ್ತಮ ಲಾಭ ಗಳಿಸಿದ್ದು ಸದಸ್ಯರಿಗೆ ಬೋನಸ್ ನೀಡಲಾಗುವುದು ಎಂದು ತಿಳಿಸಲಾಯಿತು. ಹಾಲು ಉತ್ಪಾದಕರಿಗೆ ಸರ್ಕಾರದ ಪ್ರೋತ್ಸಾಹಧನ ಸಕಾಲದಲ್ಲಿ ತಲುಪುತ್ತಿಲ್ಲ ಎಂದು ಕೆಲವರು ಆರೋಪಿಸಿದರು. ಈ ವೇಳೆ ಮಾಜಿ ಅಧ್ಯಕ್ಷರು ಹಾಗೂ ಹಾಲಿ ನಿರ್ದೇಶಕರ ನಡುವೆ ಆರೋಪ ಪ್ರತ್ಯಾರೋಪ ನಡೆದು ವಾತಾವರಣ ಬಿಸಿಯಾಯಿತು. ನಂತರ ಹಿರಿಯರು ಮಧ್ಯಪ್ರವೇಶಿಸಿ ಪರಿಸ್ಥಿತಿಯನ್ನು ತಿಳಿಗೊಳಿಸಿದರು. ಮೈಮುಲ್ ವಿಸ್ತರಣಾಧಿಕಾರಿ, ಸಂಘದ ಕಾರ್ಯದರ್ಶಿ, ನಿರ್ದೇಶಕರು ಹಾಗೂ ಸದಸ್ಯರು ಸಭೆಯಲ್ಲಿ ಹಾಜರಿದ್ದರು. ಗುಣಮಟ್ಟದ ಹಾಲು ಪೂರೈಕೆ ಮಾಡುವ ಮೂಲಕ ಸಂಘದ ಪ್ರಗತಿಗೆ ಸಹಕರಿಸಬೇಕು ಎಂದು ಮನವಿ ಮಾಡಲಾಯಿತು. bbox=[1228, 169, 1521, 419]
milk-text: ಗುಣಮಟ್ಟದ ಹಾಲು ಪೂರೈಕೆ ಮಾಡಿ, ಸಂಘ ಹಾಗೂ ಒಕ್ಕೂಟದ ಪ್ರಗತಿಗೆ ರೈತರು ಸಹಕರಿಸಿ, ಹೆಚ್ಚಿನ ಲಾಭ ಪಡೆದುಕೊಳ್ಳಬೇಕು ಎಂದು ಮೈಮುಲ್ ವಿಸ್ತರಣಾಧಿಕಾರಿ ಸಲಹೆ ನೀಡಿದರು. ತಾಲ್ಲೂಕಿನ ಕಿರನಲ್ಲಿ ಹಾಲು ಉತ್ಪಾದಕರ ಸಹಕಾರ ಸಂಘದ 2023-24 ನೇ ಸಾಲಿನ ವಾರ್ಷಿಕ ಮಹಾಸಭೆಯಲ್ಲಿ ಮಾತನಾಡಿದರು. ರೈತರು ಹೈನುಗಾರಿಕೆಯನ್ನು ಉಪಕಸುಬಾಗಿ ಮಾಡಿಕೊಂಡಿದ್ದು ಆರ್ಥಿಕವಾಗಿ ಸದೃಢರಾಗುತ್ತಿದ್ದಾರೆ. ರಾಸುಗಳಿಗೆ ವಿಮೆ ಮಾಡಿಸಬೇಕು ಹಾಗೂ ಸಮತೋಲಿತ ಆಹಾರ ನೀಡಬೇಕು ಎಂದರು. ಈ ಸಂದರ್ಭದಲ್ಲಿ ಸಂಘದ ಅಧ್ಯಕ್ಷರು, ಉಪಾಧ್ಯಕ್ಷರು, ನಿರ್ದೇಶಕರು, ಕಾರ್ಯದರ್ಶಿ ಹಾಗೂ ಸದಸ್ಯರು ಹಾಜರಿದ್ದರು. ಅತಿ ಹೆಚ್ಚು ಹಾಲು ಪೂರೈಕೆ ಮಾಡಿದ ರೈತರನ್ನು ಸನ್ಮಾನಿಸಲಾಯಿತು. bbox=[1122, 715, 1521, 851]
lead-dateline: ಪಿರಿಯಾಪಟ್ಟಣ: bbox=[317, 169, 377, 182]
mvi-headline: ಸರ್ ಎಂವಿ ಯೋಜನೆಗಳು ಮೈಸೂರು ಬ್ರಾಂಡ್ ಜನಪ್ರಿಯವಾದವು bbox=[401, 1697, 1026, 1733]
water-body bbox=[1132, 1532, 1512, 1875]
masthead-divider bbox=[78, 12, 80, 85]
cancer-dateline: ಪಿರಿಯಾಪಟ್ಟಣ: bbox=[918, 1950, 975, 1963]
youth-festival-dateline: ವಿಜಯಪುರ: bbox=[17, 568, 66, 581]
eid-dateline: ಕೋಲಾರ: bbox=[317, 689, 357, 702]
brand-first: ಸಂಜೆ bbox=[88, 11, 141, 46]
divider bbox=[6, 1887, 1521, 1889]
